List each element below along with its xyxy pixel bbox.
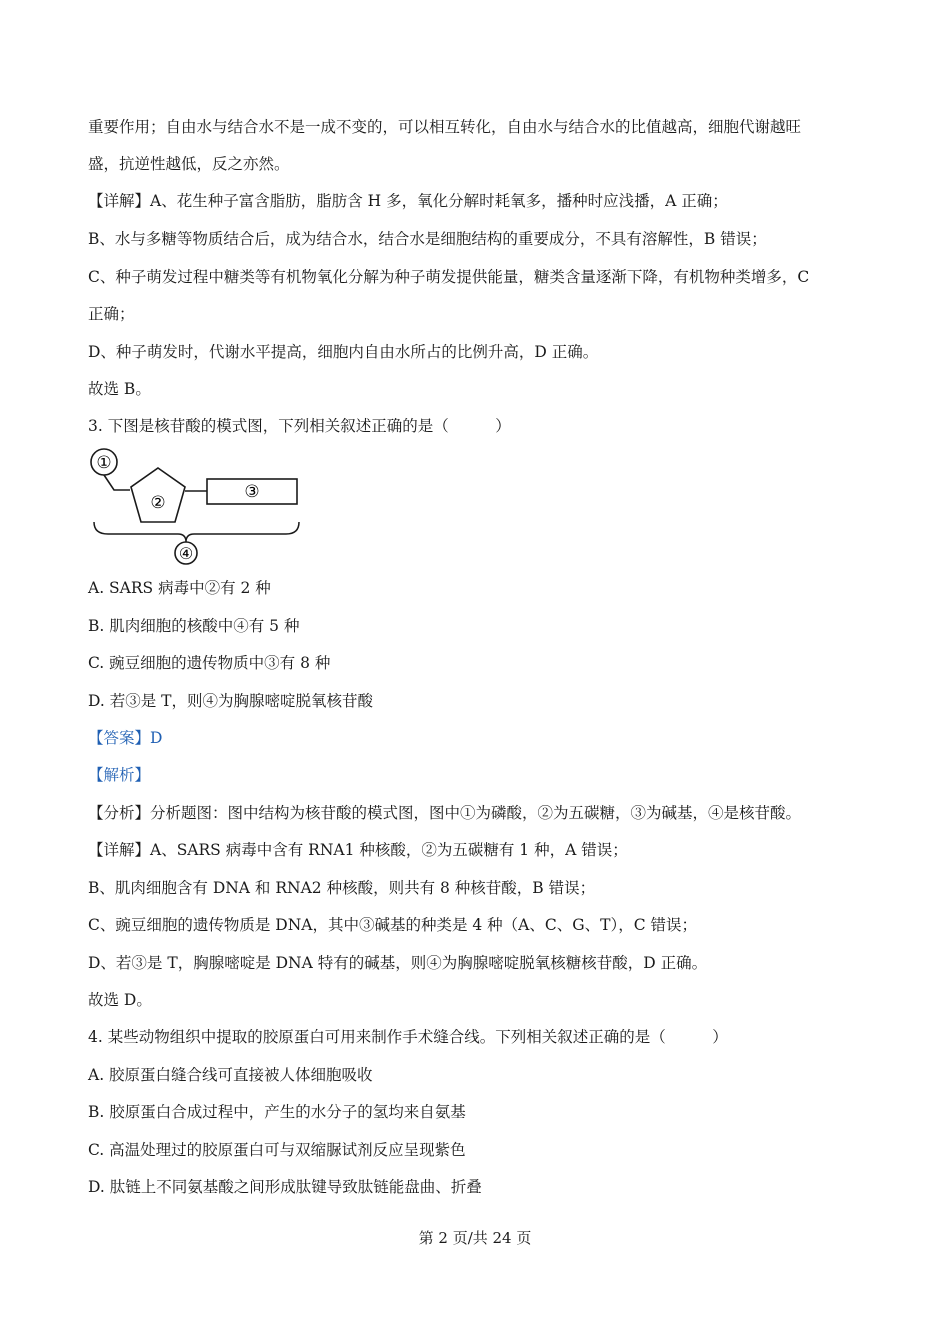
option-c: C. 高温处理过的胶原蛋白可与双缩脲试剂反应呈现紫色	[88, 1141, 466, 1159]
question-4-stem: 4. 某些动物组织中提取的胶原蛋白可用来制作手术缝合线。下列相关叙述正确的是（ ）	[88, 1028, 728, 1046]
page-footer: 第 2 页/共 24 页	[418, 1229, 532, 1247]
paragraph-line: 重要作用；自由水与结合水不是一成不变的，可以相互转化，自由水与结合水的比值越高，细胞代谢越旺	[88, 118, 802, 136]
option-b: B. 胶原蛋白合成过程中，产生的水分子的氢均来自氨基	[88, 1103, 466, 1121]
paragraph-line: 故选 B。	[88, 380, 151, 398]
paragraph-line: 盛，抗逆性越低，反之亦然。	[88, 155, 290, 173]
label-3: ③	[244, 482, 260, 502]
paragraph-line: C、种子萌发过程中糖类等有机物氧化分解为种子萌发提供能量，糖类含量逐渐下降，有机物种类增多，C	[88, 268, 810, 286]
option-d: D. 若③是 T，则④为胸腺嘧啶脱氧核苷酸	[88, 692, 373, 710]
option-a: A. 胶原蛋白缝合线可直接被人体细胞吸收	[88, 1066, 373, 1084]
nucleotide-brace	[94, 522, 299, 542]
paragraph-line: D、种子萌发时，代谢水平提高，细胞内自由水所占的比例升高，D 正确。	[88, 343, 599, 361]
label-4: ④	[178, 544, 194, 563]
analysis-heading: 【解析】	[88, 766, 151, 784]
nucleotide-diagram	[86, 446, 306, 570]
label-2: ②	[150, 493, 166, 513]
question-3-stem: 3. 下图是核苷酸的模式图，下列相关叙述正确的是（ ）	[88, 417, 511, 435]
answer-label: 【答案】D	[88, 729, 163, 747]
option-a: A. SARS 病毒中②有 2 种	[88, 579, 271, 597]
paragraph-line: 正确；	[88, 305, 135, 323]
option-d: D. 肽链上不同氨基酸之间形成肽键导致肽链能盘曲、折叠	[88, 1178, 482, 1196]
explanation-line: B、肌肉细胞含有 DNA 和 RNA2 种核酸，则共有 8 种核苷酸，B 错误；	[88, 879, 596, 897]
option-b: B. 肌肉细胞的核酸中④有 5 种	[88, 617, 300, 635]
paragraph-line: B、水与多糖等物质结合后，成为结合水，结合水是细胞结构的重要成分，不具有溶解性，B 错误；	[88, 230, 767, 248]
explanation-line: 【详解】A、SARS 病毒中含有 RNA1 种核酸，②为五碳糖有 1 种，A 错误；	[88, 841, 628, 859]
explanation-line: 故选 D。	[88, 991, 152, 1009]
explanation-line: C、豌豆细胞的遗传物质是 DNA，其中③碱基的种类是 4 种（A、C、G、T），C 错误；	[88, 916, 697, 934]
explanation-line: D、若③是 T，胸腺嘧啶是 DNA 特有的碱基，则④为胸腺嘧啶脱氧核糖核苷酸，D 正确。	[88, 954, 708, 972]
label-1: ①	[96, 453, 112, 473]
explanation-line: 【分析】分析题图：图中结构为核苷酸的模式图，图中①为磷酸，②为五碳糖，③为碱基，④是核苷酸。	[88, 804, 802, 822]
phosphate-bond	[104, 475, 130, 490]
option-c: C. 豌豆细胞的遗传物质中③有 8 种	[88, 654, 331, 672]
paragraph-line: 【详解】A、花生种子富含脂肪，脂肪含 H 多，氧化分解时耗氧多，播种时应浅播，A 正确；	[88, 192, 728, 210]
